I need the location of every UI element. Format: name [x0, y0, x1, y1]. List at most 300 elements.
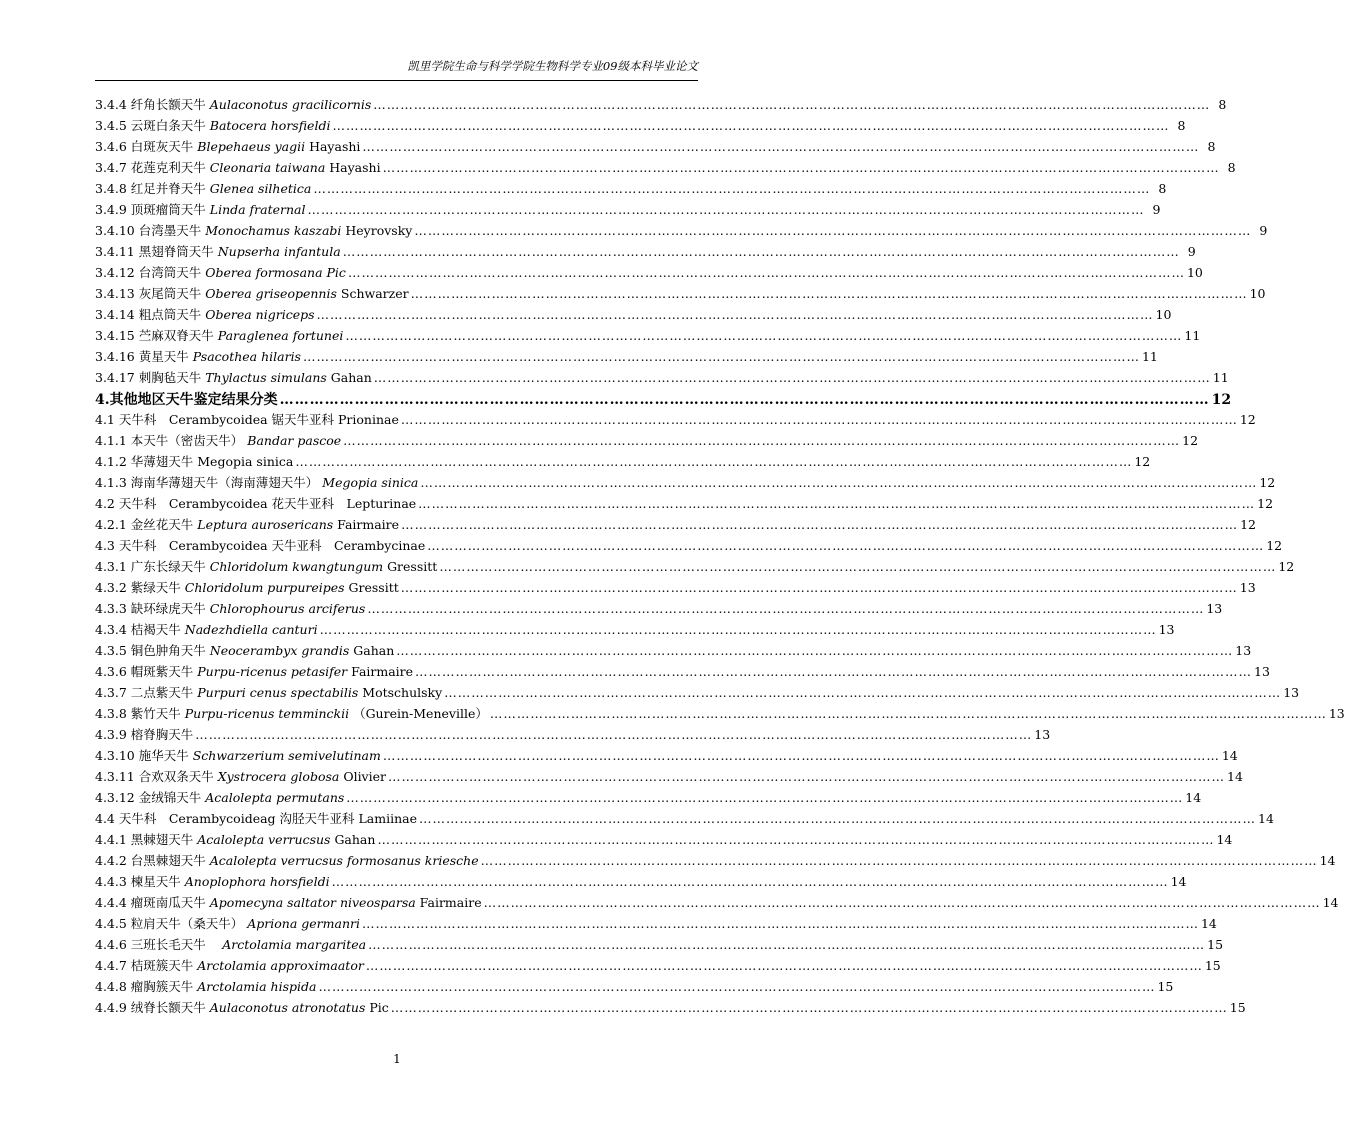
toc-entry-chinese-name: 刺胸毡天牛	[134, 370, 202, 385]
toc-entry[interactable]	[95, 305, 1172, 326]
toc-entry[interactable]	[95, 893, 1339, 914]
toc-entry[interactable]	[95, 263, 1203, 284]
toc-entry-page: 9	[1259, 223, 1268, 238]
toc-entry-latin-name: Purpu-ricenus petasifer	[193, 664, 348, 679]
toc-entry-page: 12	[1239, 412, 1256, 427]
toc-entry[interactable]	[95, 116, 1186, 137]
toc-leader-dots	[346, 790, 1183, 805]
toc-entry-page: 14	[1185, 790, 1202, 805]
toc-entry-chinese-name: 黑翅脊筒天牛	[134, 244, 214, 259]
toc-entry[interactable]	[95, 977, 1174, 998]
toc-entry-title	[95, 515, 399, 533]
toc-entry-page: 14	[1319, 853, 1336, 868]
toc-entry-latin-name: Nadezhdiella canturi	[180, 622, 318, 637]
toc-leader-dots	[427, 538, 1264, 553]
toc-entry[interactable]	[95, 935, 1224, 956]
toc-leader-dots	[439, 559, 1276, 574]
toc-entry-latin-name: Monochamus kaszabi	[201, 223, 342, 238]
toc-entry-title	[95, 263, 346, 281]
toc-entry-author: Fairmaire	[333, 517, 400, 532]
toc-entry-latin-name: Purpuri cenus spectabilis	[193, 685, 359, 700]
toc-entry-chinese-name: 天牛科 Cerambycoidea 天牛亚科 Cerambycinae	[114, 538, 426, 553]
toc-entry-chinese-name: 黑棘翅天牛	[126, 832, 194, 847]
toc-entry-chinese-name: 顶斑瘤筒天牛	[126, 202, 206, 217]
toc-entry-number: 4.3.11	[95, 769, 135, 784]
toc-entry-number: 3.4.17	[95, 370, 135, 385]
toc-entry[interactable]	[95, 683, 1300, 704]
toc-leader-dots	[418, 496, 1255, 511]
toc-entry-page: 13	[1239, 580, 1256, 595]
toc-entry-title	[95, 305, 315, 323]
toc-entry-title	[95, 536, 425, 554]
toc-entry[interactable]	[95, 956, 1221, 977]
toc-entry-number: 3.4.8	[95, 181, 127, 196]
toc-leader-dots	[303, 349, 1140, 364]
toc-leader-dots	[362, 139, 1199, 154]
toc-entry[interactable]	[95, 704, 1345, 725]
toc-entry-title	[95, 347, 301, 365]
toc-entry-page: 13	[1235, 643, 1252, 658]
toc-entry-chinese-name: 紫绿天牛	[126, 580, 181, 595]
toc-leader-dots	[401, 580, 1238, 595]
toc-entry-number: 4.4.9	[95, 1000, 127, 1015]
toc-entry[interactable]	[95, 998, 1246, 1019]
toc-entry-title	[95, 893, 482, 911]
toc-entry-title	[95, 158, 381, 176]
toc-entry-author: Gahan	[326, 370, 372, 385]
toc-entry[interactable]	[95, 473, 1276, 494]
toc-entry[interactable]	[95, 221, 1268, 242]
toc-entry-chinese-name: 红足并脊天牛	[126, 181, 206, 196]
toc-entry[interactable]	[95, 200, 1161, 221]
toc-entry-page: 14	[1216, 832, 1233, 847]
toc-entry-author: Motschulsky	[358, 685, 443, 700]
toc-entry-number: 4.3.6	[95, 664, 127, 679]
toc-leader-dots	[343, 433, 1180, 448]
toc-entry[interactable]	[95, 326, 1201, 347]
toc-entry-author: Gahan	[330, 832, 376, 847]
toc-entry-number: 4.4.5	[95, 916, 127, 931]
toc-entry-chinese-name: 绒脊长额天牛	[126, 1000, 206, 1015]
toc-entry-page: 14	[1227, 769, 1243, 784]
toc-leader-dots	[320, 622, 1157, 637]
toc-entry[interactable]	[95, 494, 1274, 515]
toc-entry-latin-name: Leptura aurosericans	[193, 517, 334, 532]
toc-entry-number: 4.2.1	[95, 517, 127, 532]
toc-leader-dots	[318, 979, 1155, 994]
toc-entry-author: Fairmaire	[347, 664, 414, 679]
toc-entry-page: 8	[1227, 160, 1236, 175]
toc-entry-title	[95, 284, 409, 302]
toc-entry-chinese-name: 天牛科 Cerambycoideag 沟胫天牛亚科 Lamiinae	[114, 811, 417, 826]
toc-entry[interactable]	[95, 158, 1236, 179]
toc-entry[interactable]	[95, 851, 1336, 872]
toc-entry-chinese-name: 金丝花天牛	[126, 517, 194, 532]
toc-entry-page: 12	[1259, 475, 1276, 490]
toc-entry[interactable]	[95, 95, 1227, 116]
toc-leader-dots	[332, 874, 1169, 889]
header-rule	[95, 80, 698, 81]
toc-entry-title	[95, 116, 330, 134]
toc-entry-chinese-name: 桔斑簇天牛	[126, 958, 194, 973]
toc-entry-number: 3.4.16	[95, 349, 135, 364]
toc-leader-dots	[295, 454, 1132, 469]
toc-entry-chinese-name: 灰尾筒天牛	[134, 286, 202, 301]
toc-entry-number: 3.4.9	[95, 202, 127, 217]
toc-entry-number: 4.4.1	[95, 832, 127, 847]
toc-entry-title	[95, 473, 418, 491]
toc-entry-title	[95, 998, 389, 1016]
toc-entry-number: 4.3.12	[95, 790, 135, 805]
toc-entry-page: 15	[1157, 979, 1174, 994]
toc-entry-number: 4.3.2	[95, 580, 127, 595]
toc-entry-page: 8	[1218, 97, 1227, 112]
toc-entry[interactable]	[95, 452, 1151, 473]
toc-entry-page: 12	[1266, 538, 1283, 553]
toc-leader-dots	[481, 853, 1318, 868]
toc-entry-title	[95, 914, 360, 932]
toc-leader-dots	[317, 307, 1154, 322]
toc-leader-dots	[343, 244, 1180, 259]
toc-entry-title	[95, 410, 399, 428]
toc-entry-number: 3.4.13	[95, 286, 135, 301]
toc-entry-title	[95, 977, 316, 995]
toc-entry-title	[95, 725, 193, 743]
toc-leader-dots	[313, 181, 1150, 196]
toc-entry-title	[95, 200, 306, 218]
toc-entry-number: 4.4.7	[95, 958, 127, 973]
toc-entry-latin-name: Acalolepta verrucsus formosanus kriesche	[205, 853, 479, 868]
toc-entry-chinese-name: 华薄翅天牛 Megopia sinica	[126, 454, 294, 469]
toc-entry-title	[95, 326, 343, 344]
toc-entry-page: 10	[1186, 265, 1203, 280]
toc-entry-latin-name: Psacothea hilaris	[188, 349, 301, 364]
toc-leader-dots	[280, 392, 1210, 408]
toc-entry-chinese-name: 纤角长额天牛	[126, 97, 206, 112]
toc-entry-latin-name: Blepehaeus yagii	[193, 139, 306, 154]
toc-entry-chinese-name: 花莲克利天牛	[126, 160, 206, 175]
toc-leader-dots	[414, 223, 1251, 238]
toc-entry-chinese-name: 瘤斑南瓜天牛	[126, 895, 206, 910]
toc-entry-number: 4.1.1	[95, 433, 127, 448]
toc-entry-page: 15	[1207, 937, 1224, 952]
toc-entry-title	[95, 662, 413, 680]
toc-leader-dots	[490, 706, 1327, 721]
toc-entry-page: 12	[1211, 392, 1232, 408]
toc-entry-page: 13	[1254, 664, 1270, 679]
toc-entry-title	[95, 809, 417, 827]
toc-entry-page: 8	[1207, 139, 1216, 154]
toc-entry-page: 10	[1155, 307, 1172, 322]
toc-entry-number: 4.4.6	[95, 937, 127, 952]
toc-entry[interactable]	[95, 347, 1158, 368]
toc-entry-number: 3.4.7	[95, 160, 127, 175]
toc-entry-number: 3.4.15	[95, 328, 135, 343]
toc-entry-title	[95, 95, 371, 113]
toc-entry[interactable]	[95, 242, 1196, 263]
toc-entry-chinese-name: 台湾墨天牛	[134, 223, 202, 238]
toc-entry-chinese-name: 楝星天牛	[126, 874, 181, 889]
toc-entry-chinese-name: 粗点筒天牛	[134, 307, 202, 322]
toc-entry-latin-name: Nupserha infantula	[213, 244, 341, 259]
toc-leader-dots	[383, 160, 1220, 175]
toc-entry-chinese-name: 台湾筒天牛	[134, 265, 202, 280]
toc-entry-page: 12	[1278, 559, 1295, 574]
toc-entry[interactable]	[95, 389, 1232, 410]
toc-entry-latin-name: Cleonaria taiwana	[205, 160, 326, 175]
toc-entry-page: 12	[1182, 433, 1199, 448]
toc-leader-dots	[195, 727, 1032, 742]
toc-entry-author: Fairmaire	[415, 895, 482, 910]
toc-entry-page: 13	[1328, 706, 1345, 721]
toc-entry-page: 13	[1158, 622, 1175, 637]
toc-leader-dots	[401, 412, 1238, 427]
toc-entry-number: 4.4	[95, 811, 115, 826]
toc-entry-page: 9	[1187, 244, 1196, 259]
toc-entry[interactable]	[95, 746, 1238, 767]
toc-entry[interactable]	[95, 368, 1229, 389]
toc-entry[interactable]	[95, 788, 1202, 809]
toc-entry-latin-name: Neocerambyx grandis	[205, 643, 350, 658]
toc-entry-latin-name: Batocera horsfieldi	[205, 118, 331, 133]
toc-entry-number: 4.2	[95, 496, 115, 511]
toc-entry-title	[95, 452, 293, 470]
toc-entry-latin-name: Apriona germanri	[243, 916, 360, 931]
toc-entry[interactable]	[95, 410, 1256, 431]
toc-entry-number: 4.1	[95, 412, 115, 427]
table-of-contents	[95, 95, 1345, 1019]
toc-entry[interactable]	[95, 725, 1051, 746]
running-header: 凯里学院生命与科学学院生物科学专业09级本科毕业论文	[407, 59, 698, 73]
toc-entry-number: 3.4.14	[95, 307, 135, 322]
toc-entry-page: 14	[1200, 916, 1217, 931]
toc-entry-chinese-name: 施华天牛	[134, 748, 189, 763]
toc-entry-latin-name: Acalolepta verrucsus	[193, 832, 331, 847]
toc-entry[interactable]	[95, 557, 1295, 578]
toc-entry-author: Gressitt	[344, 580, 399, 595]
toc-entry-number: 3.4.10	[95, 223, 135, 238]
toc-entry[interactable]	[95, 536, 1283, 557]
toc-entry-latin-name: Oberea griseopennis	[201, 286, 337, 301]
toc-entry-title	[95, 788, 344, 806]
toc-entry-title	[95, 620, 318, 638]
toc-entry-title	[95, 956, 364, 974]
toc-entry-chinese-name: 天牛科 Cerambycoidea 花天牛亚科 Lepturinae	[114, 496, 417, 511]
toc-leader-dots	[362, 916, 1199, 931]
toc-entry-latin-name: Glenea silhetica	[205, 181, 312, 196]
toc-entry-number: 4.3.10	[95, 748, 135, 763]
toc-entry-chinese-name: 桔褐天牛	[126, 622, 181, 637]
toc-entry-title	[95, 746, 381, 764]
toc-entry-title	[95, 935, 366, 953]
toc-entry-chinese-name: 紫竹天牛	[126, 706, 181, 721]
toc-entry-number: 3.4.6	[95, 139, 127, 154]
toc-entry-page: 11	[1184, 328, 1201, 343]
toc-entry-latin-name: Schwarzerium semivelutinam	[188, 748, 381, 763]
toc-entry-latin-name: Xystrocera globosa	[213, 769, 340, 784]
toc-entry-page: 11	[1141, 349, 1158, 364]
toc-entry-author: Gahan	[349, 643, 395, 658]
toc-entry[interactable]	[95, 284, 1266, 305]
toc-entry-latin-name: Aulaconotus gracilicornis	[205, 97, 372, 112]
page-number: 1	[393, 1052, 401, 1066]
toc-leader-dots	[374, 370, 1211, 385]
toc-entry-page: 13	[1034, 727, 1051, 742]
toc-entry-number: 3.4.5	[95, 118, 127, 133]
toc-entry[interactable]	[95, 872, 1187, 893]
toc-entry-page: 8	[1177, 118, 1186, 133]
toc-entry-number: 4.4.8	[95, 979, 127, 994]
toc-entry[interactable]	[95, 431, 1199, 452]
toc-leader-dots	[444, 685, 1281, 700]
toc-entry-latin-name: Paraglenea fortunei	[213, 328, 344, 343]
toc-entry-title	[95, 578, 399, 596]
toc-entry-title	[95, 683, 442, 701]
toc-entry-page: 15	[1229, 1000, 1246, 1015]
toc-entry-number: 3.4.4	[95, 97, 127, 112]
toc-entry[interactable]	[95, 620, 1175, 641]
toc-entry-title	[95, 431, 341, 449]
toc-leader-dots	[368, 937, 1205, 952]
toc-entry-latin-name: Chloridolum purpureipes	[180, 580, 345, 595]
toc-leader-dots	[377, 832, 1214, 847]
toc-entry[interactable]	[95, 662, 1270, 683]
toc-entry-number: 4.4.4	[95, 895, 127, 910]
toc-leader-dots	[401, 517, 1238, 532]
toc-entry-chinese-name: 帽斑紫天牛	[126, 664, 194, 679]
toc-leader-dots	[391, 1000, 1228, 1015]
toc-entry-chinese-name: 粒肩天牛（桑天牛）	[126, 916, 244, 931]
toc-entry-latin-name: Oberea formosana Pic	[201, 265, 346, 280]
toc-entry-number: 4.3.7	[95, 685, 127, 700]
toc-entry-latin-name: Arctolamia hispida	[193, 979, 317, 994]
toc-entry-page: 14	[1322, 895, 1339, 910]
toc-entry[interactable]	[95, 578, 1256, 599]
toc-entry-title	[95, 179, 311, 197]
toc-entry-page: 14	[1258, 811, 1274, 826]
toc-entry-author: Gressitt	[383, 559, 438, 574]
toc-entry-page: 12	[1240, 517, 1256, 532]
toc-entry-author: Hayashi	[305, 139, 361, 154]
toc-entry-page: 9	[1152, 202, 1161, 217]
toc-entry[interactable]	[95, 830, 1233, 851]
toc-entry-number: 3.4.11	[95, 244, 135, 259]
toc-entry-latin-name: Arctolamia approximaator	[193, 958, 364, 973]
toc-entry-latin-name: Chlorophourus arciferus	[205, 601, 366, 616]
toc-entry-number: 4.3.5	[95, 643, 127, 658]
toc-entry-number: 4.1.2	[95, 454, 127, 469]
toc-entry-latin-name: Thylactus simulans	[201, 370, 327, 385]
toc-entry-title	[95, 830, 375, 848]
toc-entry-latin-name: Aulaconotus atronotatus	[205, 1000, 366, 1015]
toc-entry-number: 4.4.3	[95, 874, 127, 889]
toc-entry-number: 4.3.3	[95, 601, 127, 616]
toc-entry-chinese-name: 苎麻双脊天牛	[134, 328, 214, 343]
toc-entry-author: Schwarzer	[336, 286, 409, 301]
toc-entry-page: 10	[1249, 286, 1266, 301]
toc-entry[interactable]	[95, 515, 1256, 536]
toc-entry-number: 3.4.12	[95, 265, 135, 280]
toc-entry-chinese-name: 金绒锦天牛	[134, 790, 202, 805]
toc-entry-title	[95, 494, 416, 512]
toc-entry-page: 12	[1134, 454, 1151, 469]
toc-entry-title	[95, 767, 386, 785]
toc-leader-dots	[411, 286, 1248, 301]
toc-entry[interactable]	[95, 809, 1274, 830]
toc-leader-dots	[484, 895, 1321, 910]
toc-entry-title	[95, 137, 360, 155]
toc-entry-latin-name: Purpu-ricenus temminckii	[180, 706, 350, 721]
toc-entry-chinese-name: 本天牛（密齿天牛）	[126, 433, 244, 448]
toc-leader-dots	[388, 769, 1225, 784]
toc-entry-latin-name: Arctolamia margaritea	[218, 937, 367, 952]
toc-entry-page: 13	[1206, 601, 1223, 616]
toc-entry-chinese-name: 榕脊胸天牛	[126, 727, 194, 742]
toc-entry-chinese-name: 三班长毛天牛	[126, 937, 219, 952]
toc-entry-number: 4.3.4	[95, 622, 127, 637]
toc-entry-chinese-name: 二点紫天牛	[126, 685, 194, 700]
toc-entry-chinese-name: 云斑白条天牛	[126, 118, 206, 133]
toc-entry-number: 4.4.2	[95, 853, 127, 868]
toc-entry-page: 14	[1221, 748, 1238, 763]
toc-entry-chinese-name: 白斑灰天牛	[126, 139, 194, 154]
toc-entry-number: 4.3.1	[95, 559, 127, 574]
toc-leader-dots	[396, 643, 1233, 658]
toc-leader-dots	[367, 601, 1204, 616]
toc-entry-author: Hayashi	[325, 160, 381, 175]
toc-entry-title	[95, 872, 330, 890]
toc-entry-page: 14	[1170, 874, 1187, 889]
toc-leader-dots	[345, 328, 1182, 343]
toc-leader-dots	[383, 748, 1220, 763]
toc-entry-latin-name: Anoplophora horsfieldi	[180, 874, 330, 889]
toc-entry-title	[95, 599, 365, 617]
toc-entry-title	[95, 368, 372, 386]
toc-entry-latin-name: Chloridolum kwangtungum	[205, 559, 384, 574]
toc-entry-chinese-name: 其他地区天牛鉴定结果分类	[109, 392, 278, 408]
toc-entry-author: Pic	[365, 1000, 389, 1015]
toc-entry-page: 13	[1283, 685, 1300, 700]
toc-entry-title	[95, 851, 479, 869]
toc-leader-dots	[332, 118, 1169, 133]
toc-entry-chinese-name: 广东长绿天牛	[126, 559, 206, 574]
toc-leader-dots	[419, 811, 1256, 826]
toc-entry[interactable]	[95, 914, 1217, 935]
toc-entry-chinese-name: 缺环绿虎天牛	[126, 601, 206, 616]
toc-entry-latin-name: Linda fraternal	[205, 202, 306, 217]
toc-entry-number: 4.3	[95, 538, 115, 553]
toc-entry-page: 11	[1212, 370, 1229, 385]
toc-entry-chinese-name: 合欢双条天牛	[134, 769, 214, 784]
toc-entry-author: Olivier	[339, 769, 386, 784]
toc-entry-latin-name: Acalolepta permutans	[201, 790, 345, 805]
toc-entry-page: 8	[1158, 181, 1167, 196]
toc-entry[interactable]	[95, 641, 1252, 662]
toc-entry[interactable]	[95, 599, 1223, 620]
toc-leader-dots	[308, 202, 1145, 217]
toc-entry-chinese-name: 黄星天牛	[134, 349, 189, 364]
toc-leader-dots	[366, 958, 1203, 973]
toc-entry[interactable]	[95, 137, 1216, 158]
toc-leader-dots	[415, 664, 1252, 679]
toc-entry-page: 12	[1257, 496, 1274, 511]
toc-leader-dots	[420, 475, 1257, 490]
toc-entry-latin-name: Bandar pascoe	[243, 433, 342, 448]
toc-leader-dots	[373, 97, 1210, 112]
toc-entry-author: （Gurein-Meneville）	[349, 706, 488, 721]
toc-entry[interactable]	[95, 179, 1167, 200]
toc-entry[interactable]	[95, 767, 1243, 788]
